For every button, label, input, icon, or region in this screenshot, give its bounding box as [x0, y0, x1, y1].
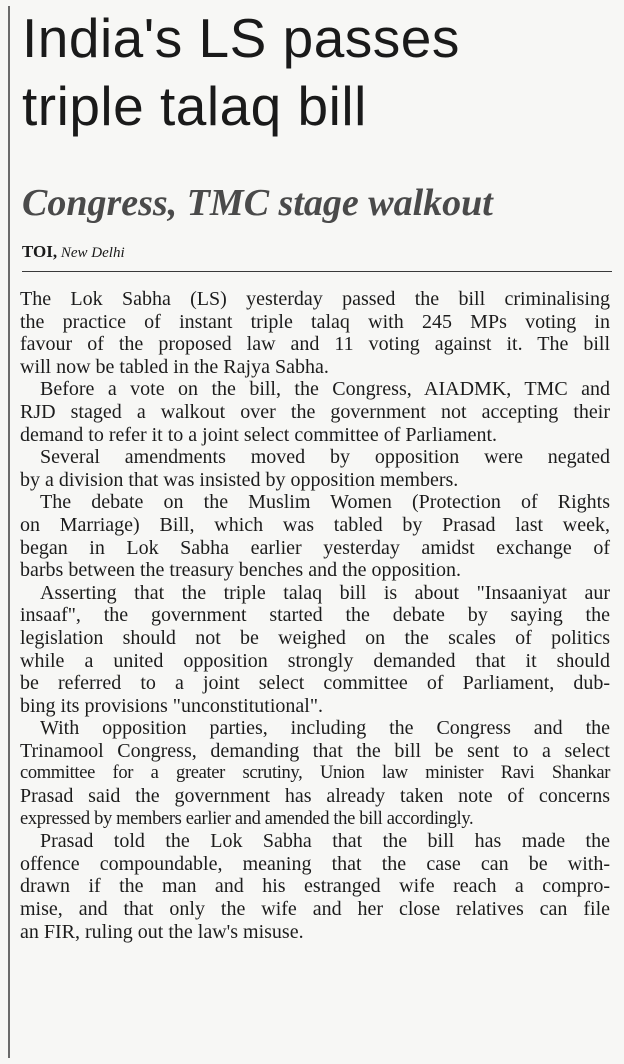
paragraph-line: Prasad said the government has already taken note of concerns: [20, 785, 610, 808]
paragraph-line: mise, and that only the wife and her close relatives can file: [20, 898, 610, 921]
paragraph-line: Before a vote on the bill, the Congress, AIADMK, TMC and: [40, 378, 610, 401]
paragraph-line: Several amendments moved by opposition were negated: [40, 446, 610, 469]
paragraph-line: drawn if the man and his estranged wife reach a compro-: [20, 875, 610, 898]
paragraph-line: while a united opposition strongly demanded that it should: [20, 649, 610, 672]
paragraph: [20, 582, 610, 718]
paragraph-line: The debate on the Muslim Women (Protection of Rights: [40, 491, 610, 514]
paragraph-line: bing its provisions "unconstitutional".: [20, 694, 323, 717]
headline: [22, 4, 618, 140]
subheadline: Congress, TMC stage walkout: [22, 182, 493, 224]
paragraph-line: Trinamool Congress, demanding that the bill be sent to a select: [20, 739, 610, 762]
paragraph: [20, 446, 610, 491]
paragraph-line: With opposition parties, including the Congress and the: [40, 717, 610, 740]
byline-location: New Delhi: [60, 245, 125, 261]
paragraph: [20, 378, 610, 446]
paragraph-line: legislation should not be weighed on the scales of politics: [20, 626, 610, 649]
paragraph-line: demand to refer it to a joint select committee of Parliament.: [20, 423, 498, 446]
paragraph-line: by a division that was insisted by opposition members.: [20, 468, 459, 491]
column-rule: [8, 6, 10, 1058]
paragraph-line: expressed by members earlier and amended the bill accordingly.: [20, 808, 474, 829]
paragraph-line: the practice of instant triple talaq with 245 MPs voting in: [20, 310, 610, 333]
paragraph: [20, 830, 610, 943]
paragraph-line: will now be tabled in the Rajya Sabha.: [20, 355, 329, 378]
paragraph-line: Asserting that the triple talaq bill is about "Insaaniyat aur: [40, 581, 610, 604]
paragraph-line: an FIR, ruling out the law's misuse.: [20, 920, 304, 943]
byline-source: TOI,: [22, 242, 58, 261]
paragraph-line: offence compoundable, meaning that the case can be with-: [20, 852, 610, 875]
paragraph-line: committee for a greater scrutiny, Union law minister Ravi Shankar: [20, 763, 610, 784]
paragraph: [20, 717, 610, 830]
paragraph: [20, 491, 610, 581]
paragraph-line: barbs between the treasury benches and the opposition.: [20, 559, 461, 582]
paragraph-line: be referred to a joint select committee of Parliament, dub-: [20, 672, 610, 695]
article-body: [20, 288, 610, 943]
headline-line: India's LS passes: [22, 7, 460, 69]
byline-divider: [22, 271, 612, 272]
paragraph-line: The Lok Sabha (LS) yesterday passed the bill criminalising: [20, 288, 610, 310]
paragraph-line: Prasad told the Lok Sabha that the bill has made the: [40, 830, 610, 853]
headline-line: triple talaq bill: [22, 75, 367, 137]
paragraph: [20, 288, 610, 378]
byline: [22, 241, 125, 264]
paragraph-line: began in Lok Sabha earlier yesterday amidst exchange of: [20, 536, 610, 559]
paragraph-line: on Marriage) Bill, which was tabled by Prasad last week,: [20, 513, 610, 536]
paragraph-line: favour of the proposed law and 11 voting against it. The bill: [20, 333, 610, 356]
paragraph-line: insaaf", the government started the debate by saying the: [20, 604, 610, 627]
paragraph-line: RJD staged a walkout over the government not accepting their: [20, 400, 610, 423]
